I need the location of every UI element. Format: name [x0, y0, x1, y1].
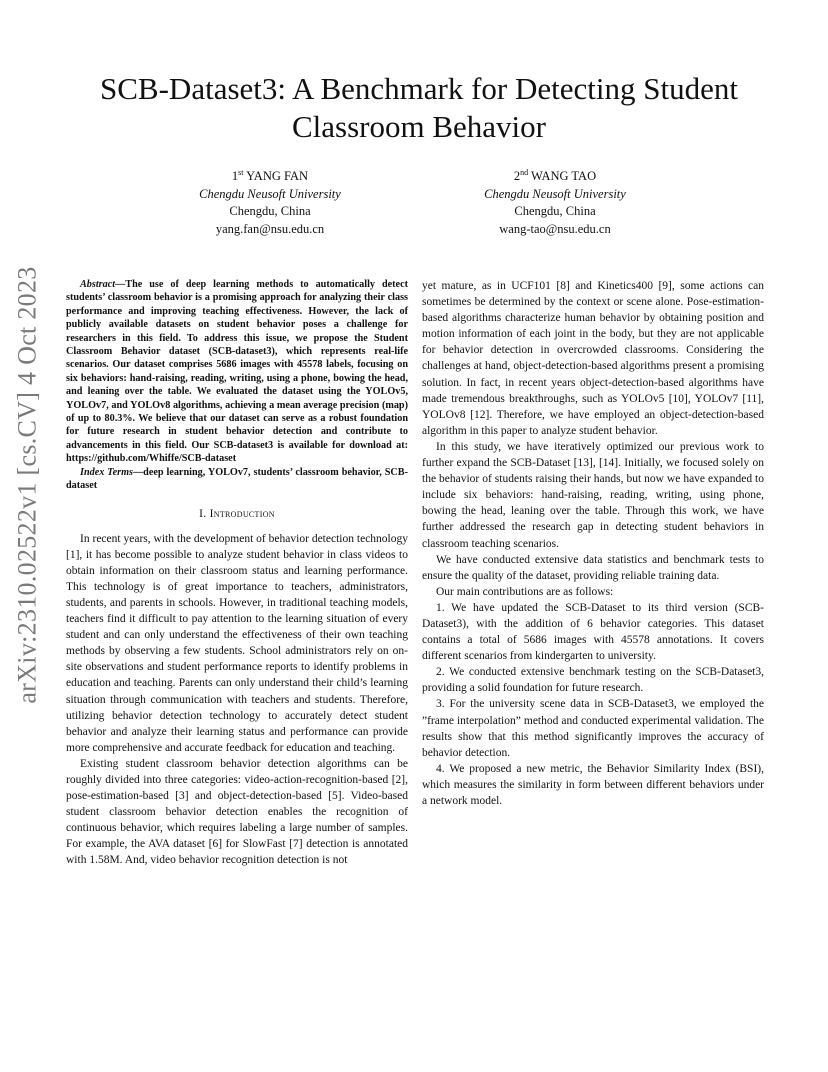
index-terms-text: —deep learning, YOLOv7, students’ classroom behavior, SCB-dataset — [66, 466, 408, 492]
abstract-text: —The use of deep learning methods to automatically detect students’ classroom behavior is a promising approach for analyzing their class performance and improving teaching effectiveness. However, the lack of publicly available datasets on student behavior poses a challenge for researchers in this field. To address this issue, we propose the Student Classroom Behavior dataset (SCB-dataset3), which represents real-life scenarios. Our dataset comprises 5686 images with 45578 labels, focusing on six behaviors: hand-raising, reading, writing, using a phone, bowing the head, and leaning over the table. We evaluated the dataset using the YOLOv5, YOLOv7, and YOLOv8 algorithms, achieving a mean average precision (map) of up to 80.3%. We believe that our dataset can serve as a robust foundation for future research in student behavior detection and contribute to advancements in this field. Our SCB-dataset3 is available for download at: https://github.com/Whiffe/SCB-dataset — [66, 279, 408, 465]
author-email-1: yang.fan@nsu.edu.cn — [215, 221, 325, 236]
author-name-2: 2nd WANG TAO — [513, 168, 597, 183]
index-terms — [66, 466, 408, 493]
section-heading — [66, 506, 408, 522]
author-city-2: Chengdu, China — [514, 204, 596, 218]
abstract — [66, 278, 408, 466]
contribution-1: 1. We have updated the SCB-Dataset to its third version (SCB-Dataset3), with the addition of 6 behavior categories. This dataset contains a total of 5686 images with 45578 annotations. It covers different scenarios from kindergarten to university. — [422, 601, 764, 663]
paper-title: SCB-Dataset3: A Benchmark for Detecting Student Classroom Behavior — [100, 71, 738, 144]
author-city-1: Chengdu, China — [229, 204, 311, 218]
author-affiliation-1: Chengdu Neusoft University — [199, 186, 341, 201]
right-column — [422, 278, 764, 809]
contribution-2: 2. We conducted extensive benchmark testing on the SCB-Dataset3, providing a solid foundation for future research. — [422, 666, 764, 695]
left-column — [66, 278, 408, 869]
arxiv-identifier — [8, 266, 48, 704]
right-paragraph-3: We have conducted extensive data statistics and benchmark tests to ensure the quality of the dataset, providing reliable training data. — [422, 553, 764, 582]
section-title: Introduction — [209, 507, 275, 520]
arxiv-identifier-text: arXiv:2310.02522v1 [cs.CV] 4 Oct 2023 — [13, 266, 42, 704]
intro-paragraph-2: Existing student classroom behavior detection algorithms can be roughly divided into three categories: video-action-recognition-based [2], pose-estimation-based [3] and object-detection-based [5]. Video-based student classroom behavior detection enables the recognition of continuous behavior, which requires labeling a large number of samples. For example, the AVA dataset [6] for SlowFast [7] detection is annotated with 1.58M. And, video behavior recognition detection is not — [66, 757, 408, 867]
section-number: I. — [199, 507, 207, 520]
contribution-4: 4. We proposed a new metric, the Behavior Similarity Index (BSI), which measures the similarity in form between different behaviors under a network model. — [422, 762, 764, 807]
author-email-2: wang-tao@nsu.edu.cn — [499, 221, 611, 236]
author-block-1 — [140, 164, 400, 238]
contribution-3: 3. For the university scene data in SCB-Dataset3, we employed the ”frame interpolation” method and conducted experimental validation. The results show that this method significantly improves the accuracy of behavior detection. — [422, 698, 764, 759]
right-paragraph-4: Our main contributions are as follows: — [436, 585, 614, 598]
abstract-label: Abstract — [80, 279, 116, 290]
author-affiliation-2: Chengdu Neusoft University — [484, 186, 626, 201]
right-paragraph-1: yet mature, as in UCF101 [8] and Kinetics400 [9], some actions can sometimes be determined by the context or scene alone. Pose-estimation-based algorithms characterize human behavior by obtaining position and motion information of each joint in the body, but they are not applicable for behavior detection in overcrowded classrooms. Considering the challenges at hand, object-detection-based algorithms present a promising solution. In fact, in recent years object-detection-based algorithms have made tremendous breakthroughs, such as YOLOv5 [10], YOLOv7 [11], YOLOv8 [12]. Therefore, we have employed an object-detection-based algorithm in this paper to analyze student behavior. — [422, 280, 764, 437]
author-name-1: 1st YANG FAN — [231, 168, 309, 183]
index-terms-label: Index Terms — [80, 466, 133, 478]
intro-paragraph-1: In recent years, with the development of behavior detection technology [1], it has become possible to analyze student behavior in class videos to obtain information on their classroom status and learning performance. This technology is of great importance to teachers, administrators, students, and parents in schools. However, in traditional teaching models, teachers find it difficult to pay attention to the learning situation of every student and can only understand the effectiveness of their own teaching methods by observing a few students. School administrators rely on on-site observations and student performance reports to identify problems in education and teaching. Parents can only understand their child’s learning situation through communication with teachers and students. Therefore, utilizing behavior detection technology to accurately detect student behavior and analyze their learning status and performance can provide more comprehensive and accurate feedback for education and teaching. — [66, 532, 408, 754]
author-block-2 — [425, 164, 685, 238]
right-paragraph-2: In this study, we have iteratively optimized our previous work to further expand the SCB-Dataset [13], [14]. Initially, we focused solely on the behavior of students raising their hands, but now we have expanded to include six behaviors: hand-raising, reading, writing, using phone, bowing the head, leaning over the table. Through this work, we have further addressed the research gap in detecting student behaviors in classroom teaching scenarios. — [422, 440, 764, 550]
